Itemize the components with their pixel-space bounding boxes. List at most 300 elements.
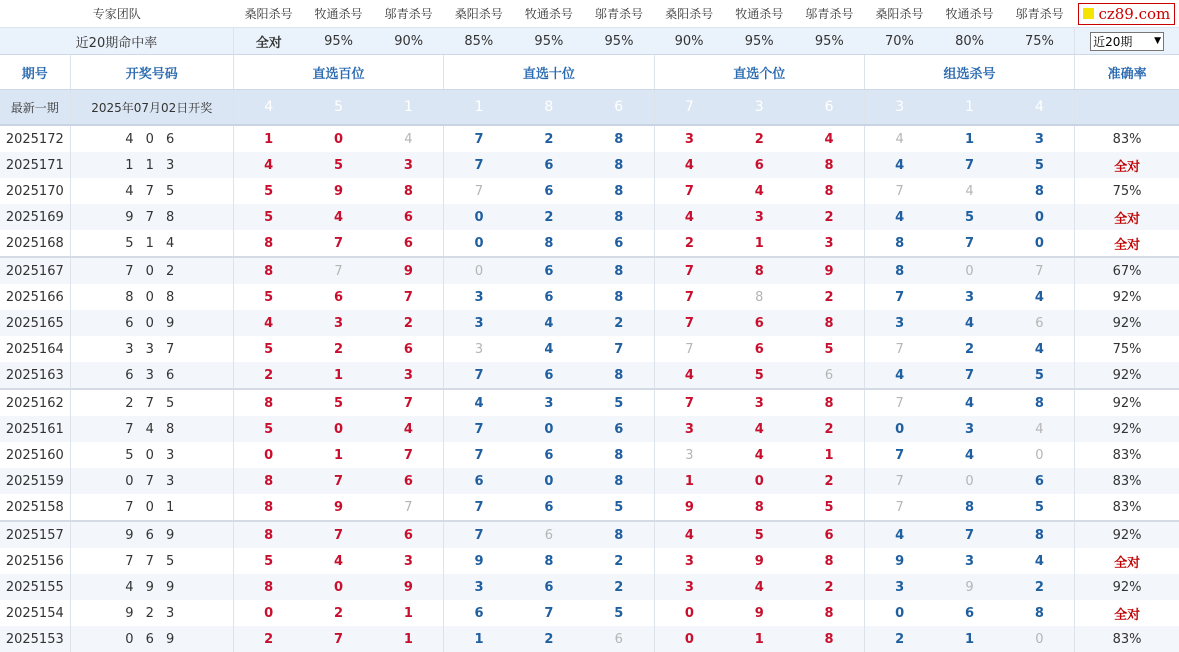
kill-number: 7 xyxy=(304,257,374,284)
kill-number: 5 xyxy=(233,336,303,362)
kill-number: 7 xyxy=(654,257,724,284)
draw-number: 4 0 6 xyxy=(70,125,233,152)
kill-number: 6 xyxy=(514,257,584,284)
draw-number: 9 7 8 xyxy=(70,204,233,230)
kill-number: 2 xyxy=(965,341,975,357)
latest-kill: 1 xyxy=(934,90,1004,126)
kill-number: 4 xyxy=(864,521,934,548)
latest-kill: 3 xyxy=(724,90,794,126)
accuracy-header: 准确率 xyxy=(1075,55,1179,90)
kill-number: 7 xyxy=(934,521,1004,548)
kill-number: 8 xyxy=(864,257,934,284)
kill-number: 5 xyxy=(724,362,794,389)
kill-number: 4 xyxy=(724,574,794,600)
latest-label: 最新一期 xyxy=(0,90,70,126)
kill-number: 9 xyxy=(374,574,444,600)
kill-number: 1 xyxy=(374,626,444,652)
kill-number: 2 xyxy=(754,131,764,147)
issue-number: 2025164 xyxy=(5,341,64,357)
kill-number: 8 xyxy=(584,257,654,284)
kill-number: 7 xyxy=(444,152,514,178)
kill-number: 4 xyxy=(1034,289,1044,305)
latest-kill: 6 xyxy=(584,90,654,126)
draw-number: 4 7 5 xyxy=(70,178,233,204)
issue-number: 2025166 xyxy=(5,289,64,305)
draw-number: 9 6 9 xyxy=(70,521,233,548)
accuracy-value: 92% xyxy=(1075,574,1179,600)
kill-number: 3 xyxy=(374,362,444,389)
latest-draw-date: 2025年07月02日开奖 xyxy=(70,90,233,126)
kill-number: 8 xyxy=(755,289,764,305)
kill-number: 8 xyxy=(724,257,794,284)
kill-number: 7 xyxy=(444,494,514,521)
logo-square-icon xyxy=(1083,8,1094,19)
kill-number: 3 xyxy=(304,310,374,336)
accuracy-value: 83% xyxy=(1075,468,1179,494)
kill-number: 1 xyxy=(233,125,303,152)
kill-number: 2 xyxy=(614,553,624,569)
kill-number: 5 xyxy=(934,204,1004,230)
kill-number: 1 xyxy=(965,131,975,147)
kill-number: 3 xyxy=(934,416,1004,442)
kill-number: 7 xyxy=(864,468,934,494)
kill-number: 4 xyxy=(864,204,934,230)
kill-number: 0 xyxy=(514,468,584,494)
column-header-row xyxy=(0,55,1179,90)
kill-number: 5 xyxy=(824,341,834,357)
kill-number: 8 xyxy=(544,553,554,569)
kill-number: 4 xyxy=(514,310,584,336)
kill-number: 0 xyxy=(444,204,514,230)
table-row xyxy=(0,310,1179,336)
kill-number: 8 xyxy=(1005,389,1075,416)
kill-number: 2 xyxy=(374,310,444,336)
issue-number: 2025169 xyxy=(0,204,70,230)
expert-header-row xyxy=(0,0,1179,28)
kill-number: 3 xyxy=(403,553,413,569)
hit-rate: 95% xyxy=(304,28,374,55)
table-row xyxy=(0,521,1179,548)
kill-number: 2 xyxy=(514,204,584,230)
kill-number: 2 xyxy=(544,131,554,147)
kill-number: 6 xyxy=(544,289,554,305)
issue-number: 2025160 xyxy=(5,447,64,463)
kill-number: 2 xyxy=(514,626,584,652)
kill-number: 4 xyxy=(404,131,413,147)
kill-number: 9 xyxy=(754,553,764,569)
kill-number: 8 xyxy=(584,152,654,178)
kill-number: 8 xyxy=(1034,605,1044,621)
kill-number: 2 xyxy=(334,341,344,357)
kill-number: 7 xyxy=(614,341,624,357)
kill-number: 7 xyxy=(864,178,934,204)
table-row xyxy=(0,468,1179,494)
kill-number: 6 xyxy=(1005,310,1075,336)
draw-number: 0 7 3 xyxy=(70,468,233,494)
group-header-units: 直选个位 xyxy=(654,55,864,90)
kill-number: 7 xyxy=(654,389,724,416)
kill-number: 4 xyxy=(654,521,724,548)
kill-number: 4 xyxy=(754,183,764,199)
kill-number: 5 xyxy=(304,389,374,416)
kill-number: 6 xyxy=(544,499,554,515)
kill-number: 8 xyxy=(1005,521,1075,548)
expert-name: 桑阳杀号 xyxy=(444,0,514,28)
draw-number: 5 1 4 xyxy=(70,230,233,257)
kill-number: 0 xyxy=(233,600,303,626)
kill-number: 0 xyxy=(724,468,794,494)
kill-number: 5 xyxy=(1034,499,1044,515)
table-row xyxy=(0,257,1179,284)
kill-number: 7 xyxy=(864,389,934,416)
kill-number: 7 xyxy=(864,442,934,468)
kill-number: 2 xyxy=(824,289,834,305)
latest-kill: 1 xyxy=(444,90,514,126)
kill-number: 3 xyxy=(724,389,794,416)
kill-number: 8 xyxy=(864,230,934,257)
site-logo[interactable] xyxy=(1078,3,1175,25)
kill-number: 6 xyxy=(724,310,794,336)
period-select[interactable] xyxy=(1090,32,1164,51)
kill-number: 0 xyxy=(514,416,584,442)
issue-number: 2025158 xyxy=(5,499,64,515)
kill-number: 6 xyxy=(584,626,654,652)
accuracy-value: 92% xyxy=(1075,362,1179,389)
issue-number: 2025155 xyxy=(0,574,70,600)
kill-number: 4 xyxy=(864,362,934,389)
kill-number: 6 xyxy=(374,204,444,230)
kill-number: 8 xyxy=(614,289,624,305)
kill-number: 4 xyxy=(824,131,834,147)
kill-number: 8 xyxy=(233,257,303,284)
kill-number: 4 xyxy=(864,125,934,152)
kill-number: 6 xyxy=(965,605,975,621)
kill-number: 8 xyxy=(233,468,303,494)
kill-number: 8 xyxy=(794,152,864,178)
kill-number: 8 xyxy=(584,204,654,230)
issue-number: 2025167 xyxy=(0,257,70,284)
kill-number: 7 xyxy=(403,289,413,305)
kill-number: 6 xyxy=(514,521,584,548)
kill-number: 4 xyxy=(654,152,724,178)
kill-number: 0 xyxy=(654,600,724,626)
issue-number: 2025153 xyxy=(0,626,70,652)
kill-number: 5 xyxy=(1005,152,1075,178)
kill-number: 4 xyxy=(304,204,374,230)
logo-cell xyxy=(1075,0,1179,28)
kill-number: 6 xyxy=(514,574,584,600)
accuracy-value: 83% xyxy=(1075,626,1179,652)
kill-number: 8 xyxy=(233,494,303,521)
kill-number: 3 xyxy=(374,152,444,178)
hit-rate-label: 近20期命中率 xyxy=(0,28,233,55)
kill-number: 2 xyxy=(233,626,303,652)
hit-rate: 70% xyxy=(864,28,934,55)
kill-number: 5 xyxy=(584,389,654,416)
latest-kill: 3 xyxy=(864,90,934,126)
expert-name: 牧通杀号 xyxy=(724,0,794,28)
hit-rate: 90% xyxy=(374,28,444,55)
draw-header: 开奖号码 xyxy=(70,55,233,90)
kill-number: 3 xyxy=(444,310,514,336)
kill-number: 7 xyxy=(654,336,724,362)
draw-number: 6 0 9 xyxy=(70,310,233,336)
kill-number: 6 xyxy=(794,521,864,548)
latest-accuracy xyxy=(1075,90,1179,126)
draw-number: 9 2 3 xyxy=(70,600,233,626)
kill-number: 7 xyxy=(544,605,554,621)
accuracy-value: 全对 xyxy=(1075,204,1179,230)
kill-number: 1 xyxy=(754,235,764,251)
kill-number: 0 xyxy=(934,257,1004,284)
expert-name: 邬青杀号 xyxy=(374,0,444,28)
kill-number: 6 xyxy=(444,600,514,626)
kill-number: 7 xyxy=(444,178,514,204)
kill-number: 1 xyxy=(824,447,834,463)
kill-number: 7 xyxy=(304,521,374,548)
kill-number: 3 xyxy=(444,574,514,600)
kill-number: 6 xyxy=(514,362,584,389)
kill-number: 5 xyxy=(304,152,374,178)
kill-number: 4 xyxy=(444,389,514,416)
issue-number: 2025162 xyxy=(0,389,70,416)
table-row xyxy=(0,416,1179,442)
kill-number: 8 xyxy=(403,183,413,199)
accuracy-value: 92% xyxy=(1075,284,1179,310)
kill-number: 3 xyxy=(444,336,514,362)
kill-number: 8 xyxy=(233,389,303,416)
kill-number: 3 xyxy=(1034,131,1044,147)
table-row xyxy=(0,284,1179,310)
kill-number: 3 xyxy=(654,416,724,442)
kill-number: 0 xyxy=(1005,204,1075,230)
kill-number: 3 xyxy=(654,442,724,468)
kill-number: 4 xyxy=(334,553,344,569)
expert-name: 桑阳杀号 xyxy=(654,0,724,28)
kill-number: 4 xyxy=(864,152,934,178)
issue-number: 2025168 xyxy=(5,235,64,251)
kill-number: 8 xyxy=(754,499,764,515)
draw-number: 1 1 3 xyxy=(70,152,233,178)
kill-number: 7 xyxy=(403,447,413,463)
kill-number: 2 xyxy=(794,574,864,600)
draw-number: 0 6 9 xyxy=(70,626,233,652)
kill-number: 7 xyxy=(334,235,344,251)
kill-number: 8 xyxy=(824,605,834,621)
kill-number: 0 xyxy=(233,442,303,468)
draw-number: 8 0 8 xyxy=(70,284,233,310)
kill-number: 8 xyxy=(614,447,624,463)
group-header-hundreds: 直选百位 xyxy=(233,55,443,90)
kill-number: 8 xyxy=(794,626,864,652)
hit-rate: 85% xyxy=(444,28,514,55)
kill-number: 6 xyxy=(374,521,444,548)
draw-number: 2 7 5 xyxy=(70,389,233,416)
issue-number: 2025159 xyxy=(0,468,70,494)
kill-number: 3 xyxy=(965,553,975,569)
kill-number: 7 xyxy=(444,362,514,389)
kill-number: 4 xyxy=(754,447,764,463)
kill-number: 6 xyxy=(514,152,584,178)
kill-number: 7 xyxy=(444,442,514,468)
kill-number: 3 xyxy=(514,389,584,416)
draw-number: 3 3 7 xyxy=(70,336,233,362)
kill-number: 7 xyxy=(444,416,514,442)
table-row xyxy=(0,389,1179,416)
kill-number: 6 xyxy=(754,341,764,357)
issue-number: 2025161 xyxy=(0,416,70,442)
period-select-cell xyxy=(1075,28,1179,55)
draw-number: 4 9 9 xyxy=(70,574,233,600)
kill-number: 8 xyxy=(824,183,834,199)
kill-number: 7 xyxy=(444,521,514,548)
table-row xyxy=(0,362,1179,389)
draw-number: 6 3 6 xyxy=(70,362,233,389)
kill-number: 0 xyxy=(654,626,724,652)
kill-number: 0 xyxy=(864,416,934,442)
kill-number: 7 xyxy=(934,152,1004,178)
latest-issue-row xyxy=(0,90,1179,126)
kill-number: 4 xyxy=(1034,341,1044,357)
kill-number: 4 xyxy=(965,447,975,463)
expert-name: 邬青杀号 xyxy=(584,0,654,28)
hit-rate: 75% xyxy=(1005,28,1075,55)
kill-number: 3 xyxy=(824,235,834,251)
kill-number: 0 xyxy=(444,257,514,284)
kill-number: 5 xyxy=(233,548,303,574)
group-header-combo: 组选杀号 xyxy=(864,55,1074,90)
kill-number: 1 xyxy=(934,626,1004,652)
kill-number: 7 xyxy=(864,494,934,521)
accuracy-value: 全对 xyxy=(1075,600,1179,626)
kill-number: 9 xyxy=(754,605,764,621)
hit-rate: 95% xyxy=(794,28,864,55)
issue-number: 2025170 xyxy=(5,183,64,199)
kill-number: 5 xyxy=(233,178,303,204)
table-row xyxy=(0,626,1179,652)
expert-name: 桑阳杀号 xyxy=(864,0,934,28)
kill-number: 4 xyxy=(654,362,724,389)
draw-number: 7 0 1 xyxy=(70,494,233,521)
kill-number: 2 xyxy=(654,230,724,257)
issue-number: 2025157 xyxy=(0,521,70,548)
kill-number: 4 xyxy=(233,310,303,336)
latest-kill: 7 xyxy=(654,90,724,126)
kill-number: 0 xyxy=(304,574,374,600)
kill-number: 6 xyxy=(724,152,794,178)
accuracy-value: 83% xyxy=(1075,494,1179,521)
hit-rate: 95% xyxy=(514,28,584,55)
kill-number: 8 xyxy=(544,235,554,251)
kill-number: 4 xyxy=(934,310,1004,336)
kill-number: 5 xyxy=(614,605,624,621)
kill-number: 5 xyxy=(724,521,794,548)
kill-number: 9 xyxy=(374,257,444,284)
accuracy-value: 全对 xyxy=(1075,152,1179,178)
expert-name: 牧通杀号 xyxy=(304,0,374,28)
kill-number: 2 xyxy=(584,310,654,336)
kill-number: 8 xyxy=(614,131,624,147)
issue-number: 2025154 xyxy=(5,605,64,621)
kill-number: 1 xyxy=(724,626,794,652)
kill-number: 0 xyxy=(1005,626,1075,652)
table-row xyxy=(0,178,1179,204)
kill-number: 8 xyxy=(794,389,864,416)
accuracy-value: 83% xyxy=(1075,442,1179,468)
kill-number: 4 xyxy=(1034,553,1044,569)
accuracy-value: 92% xyxy=(1075,416,1179,442)
accuracy-value: 67% xyxy=(1075,257,1179,284)
kill-number: 0 xyxy=(304,416,374,442)
group-header-tens: 直选十位 xyxy=(444,55,654,90)
table-row xyxy=(0,125,1179,152)
issue-number: 2025163 xyxy=(0,362,70,389)
kill-number: 7 xyxy=(654,284,724,310)
hit-rate: 90% xyxy=(654,28,724,55)
kill-number: 3 xyxy=(444,284,514,310)
kill-number: 5 xyxy=(614,499,624,515)
kill-number: 1 xyxy=(304,362,374,389)
accuracy-value: 全对 xyxy=(1075,230,1179,257)
kill-number: 5 xyxy=(233,284,303,310)
kill-number: 2 xyxy=(233,362,303,389)
expert-name: 牧通杀号 xyxy=(514,0,584,28)
kill-number: 6 xyxy=(334,289,344,305)
table-row xyxy=(0,574,1179,600)
team-label: 专家团队 xyxy=(0,0,233,28)
hit-rate: 80% xyxy=(934,28,1004,55)
kill-number: 8 xyxy=(233,521,303,548)
kill-number: 8 xyxy=(614,183,624,199)
kill-number: 7 xyxy=(965,235,975,251)
kill-number: 6 xyxy=(403,341,413,357)
table-row xyxy=(0,204,1179,230)
kill-number: 7 xyxy=(1005,257,1075,284)
kill-number: 6 xyxy=(374,468,444,494)
expert-name: 邬青杀号 xyxy=(794,0,864,28)
period-select-value: 近20期 xyxy=(1093,34,1133,49)
kill-number: 0 xyxy=(1034,235,1044,251)
kill-number: 7 xyxy=(654,178,724,204)
kill-number: 8 xyxy=(794,310,864,336)
kill-number: 8 xyxy=(584,521,654,548)
kill-number: 3 xyxy=(724,204,794,230)
kill-number: 9 xyxy=(334,499,344,515)
kill-number: 9 xyxy=(934,574,1004,600)
latest-kill: 4 xyxy=(1005,90,1075,126)
table-row xyxy=(0,548,1179,574)
latest-kill: 5 xyxy=(304,90,374,126)
kill-number: 5 xyxy=(233,204,303,230)
kill-number: 3 xyxy=(864,310,934,336)
kill-number: 4 xyxy=(654,204,724,230)
kill-number: 8 xyxy=(824,553,834,569)
kill-number: 8 xyxy=(233,230,303,257)
expert-name: 牧通杀号 xyxy=(934,0,1004,28)
kill-number: 6 xyxy=(584,416,654,442)
latest-kill: 4 xyxy=(233,90,303,126)
kill-number: 2 xyxy=(334,605,344,621)
kill-number: 6 xyxy=(444,468,514,494)
latest-kill: 8 xyxy=(514,90,584,126)
issue-header: 期号 xyxy=(0,55,70,90)
kill-number: 4 xyxy=(965,183,974,199)
kill-number: 1 xyxy=(334,447,344,463)
kill-number: 7 xyxy=(304,468,374,494)
kill-number: 0 xyxy=(1035,447,1044,463)
hit-rate: 全对 xyxy=(233,28,303,55)
kill-number: 9 xyxy=(334,183,344,199)
